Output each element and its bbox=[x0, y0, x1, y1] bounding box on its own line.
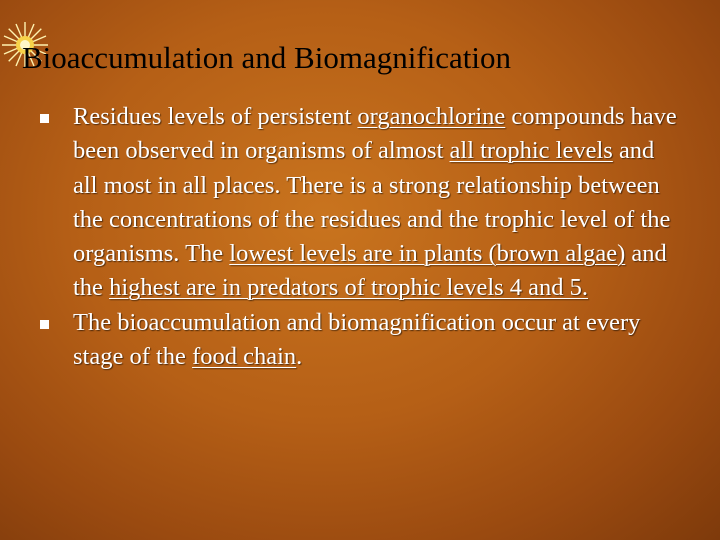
underlined-term: organochlorine bbox=[357, 103, 506, 130]
text-segment: compounds have been observed in organisms of almost bbox=[73, 103, 677, 165]
bullet-text bbox=[73, 103, 677, 301]
text-segment: and the bbox=[73, 240, 667, 302]
text-segment: Residues levels of persistent bbox=[73, 103, 358, 130]
underlined-term: food chain bbox=[192, 343, 297, 371]
bullet-square-icon bbox=[40, 114, 49, 123]
underlined-term: all trophic levels bbox=[449, 137, 613, 165]
underlined-term: lowest levels are in plants (brown algae) bbox=[229, 240, 626, 268]
bullet-text bbox=[73, 309, 640, 370]
bullet-list bbox=[40, 100, 680, 374]
underlined-term: highest are in predators of trophic levels 4 and 5. bbox=[109, 274, 589, 302]
text-segment: . bbox=[296, 343, 303, 371]
text-segment: and all most in all places. There is a strong relationship between the concentrations of the residues and the trophic level of the organisms. The bbox=[73, 137, 671, 268]
text-segment: The bioaccumulation and biomagnification occur at every stage of the bbox=[73, 308, 641, 371]
bullet-square-icon bbox=[40, 320, 49, 329]
bullet-item bbox=[40, 306, 680, 375]
bullet-item bbox=[40, 100, 680, 306]
page-title: Bioaccumulation and Biomagnification bbox=[22, 40, 511, 75]
